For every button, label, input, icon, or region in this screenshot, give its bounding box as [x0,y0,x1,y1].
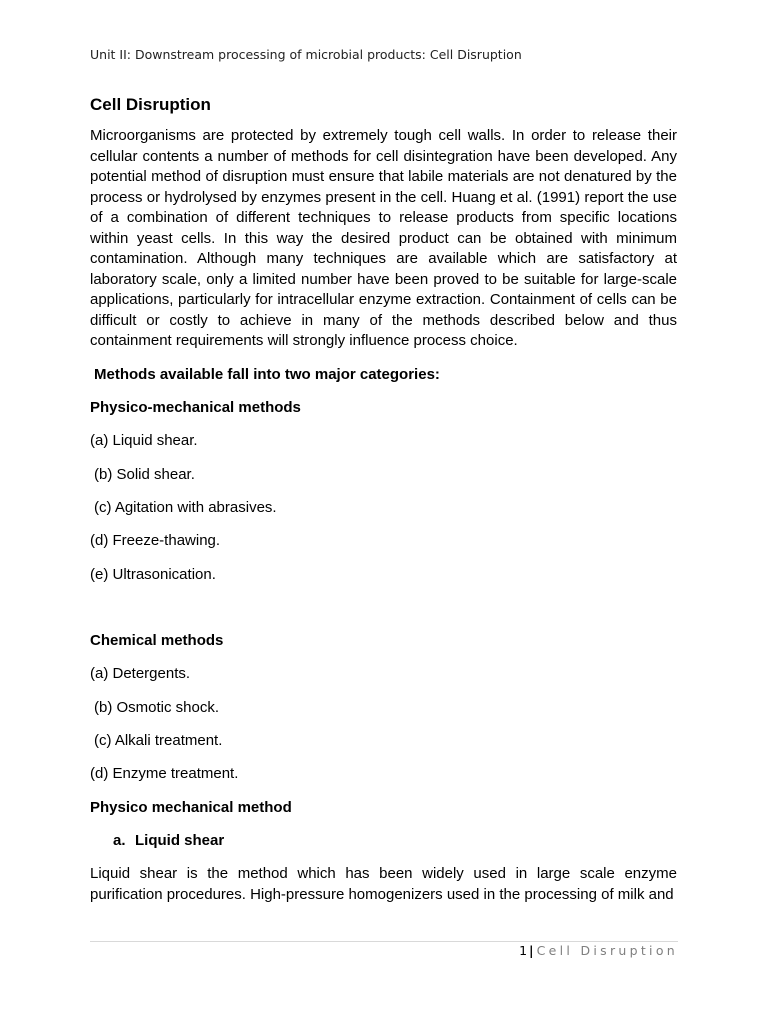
list-item: (d) Freeze-thawing. [90,532,221,550]
list-item: (b) Solid shear. [94,466,195,484]
section-heading: Physico mechanical method [90,799,292,817]
list-item: (a) Detergents. [90,665,191,683]
footer-divider [90,941,678,942]
physico-mechanical-heading: Physico-mechanical methods [90,399,301,417]
page-footer [90,943,678,958]
document-body [90,92,677,905]
footer-separator: | [529,943,534,958]
list-item: (a) Liquid shear. [90,432,198,450]
running-header: Unit II: Downstream processing of microbial products: Cell Disruption [90,47,522,62]
footer-title: Cell Disruption [536,943,678,958]
list-item: (e) Ultrasonication. [90,566,216,584]
list-item: (c) Agitation with abrasives. [94,499,277,517]
document-title: Cell Disruption [90,95,211,114]
liquid-shear-paragraph: Liquid shear is the method which has been widely used in large scale enzyme purification procedures. High-pressure homogenizers used in the processing of milk and [90,865,677,903]
list-item: (d) Enzyme treatment. [90,765,239,783]
list-item: (c) Alkali treatment. [94,732,223,750]
categories-heading: Methods available fall into two major categories: [94,366,440,384]
subsection-title: Liquid shear [135,832,225,850]
chemical-methods-heading: Chemical methods [90,632,224,650]
subsection-heading [90,831,677,851]
intro-paragraph: Microorganisms are protected by extremely tough cell walls. In order to release their cellular contents a number of methods for cell disintegration have been developed. Any potential method of disruption must ensure that labile materials are not denatured by the process or hydrolysed by enzymes present in the cell. Huang et al. (1991) report the use of a combination of different techniques to release products from specific locations within yeast cells. In this way the desired product can be obtained with minimum contamination. Although many techniques are available which are satisfactory at laboratory scale, only a limited number have been proved to be suitable for large-scale applications, particularly for intracellular enzyme extraction. Containment of cells can be difficult or costly to achieve in many of the methods described below and thus containment requirements will strongly influence process choice. [90,127,677,350]
page-number: 1 [519,943,528,958]
list-item: (b) Osmotic shock. [94,699,220,717]
subsection-marker: a. [113,832,126,850]
